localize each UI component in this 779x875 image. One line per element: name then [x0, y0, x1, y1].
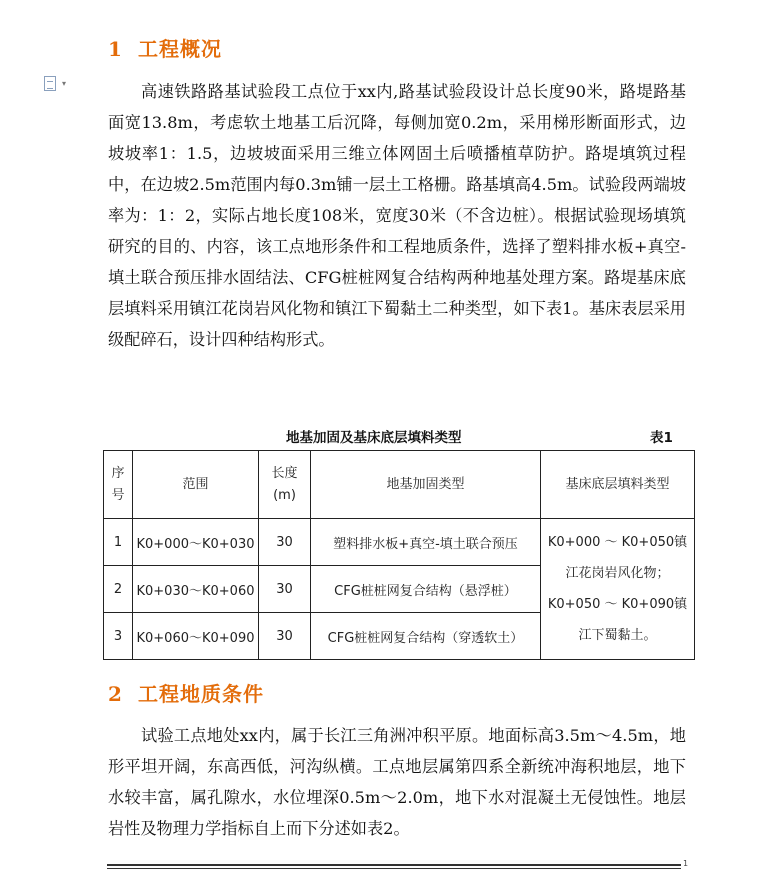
section-1-paragraph: 高速铁路路基试验段工点位于xx内,路基试验段设计总长度90米，路堤路基面宽13.8m，考虑软土地基工后沉降，每侧加宽0.2m，采用梯形断面形式，边坡坡率1：1.5，边坡坡面采用三维立体网固土后喷播植草防护。路堤填筑过程中，在边坡2.5m范围内每0.3m铺一层土工格栅。路基填高4.5m。试验段两端坡率为：1：2，实际占地长度108米，宽度30米（不含边桩）。根据试验现场填筑研究的目的、内容，该工点地形条件和工程地质条件，选择了塑料排水板+真空-填土联合预压排水固结法、CFG桩桩网复合结构两种地基处理方案。路堤基床底层填料采用镇江花岗岩风化物和镇江下蜀黏土二种类型，如下表1。基床表层采用级配碎石，设计四种结构形式。: [108, 82, 686, 349]
row-method: 塑料排水板+真空-填土联合预压: [311, 519, 541, 566]
document-icon[interactable]: [44, 76, 56, 91]
section-2-heading: [108, 678, 264, 707]
header-length: 长度(m): [259, 451, 311, 519]
table-caption: 地基加固及基床底层填料类型: [286, 430, 462, 446]
row-length: 30: [259, 566, 311, 613]
dropdown-caret-icon[interactable]: ▾: [62, 79, 67, 88]
fill-type-cell: K0+000 ～ K0+050镇江花岗岩风化物；K0+050 ～ K0+090镇江下蜀黏土。: [541, 519, 695, 660]
table-number: 表1: [650, 430, 673, 446]
section-2-paragraph: 试验工点地处xx内，属于长江三角洲冲积平原。地面标高3.5m～4.5m，地形平坦开阔，东高西低，河沟纵横。工点地层属第四系全新统冲海积地层，地下水较丰富，属孔隙水，水位埋深0.5m～2.0m，地下水对混凝土无侵蚀性。地层岩性及物理力学指标自上而下分述如表2。: [108, 726, 686, 838]
table-row: [104, 519, 695, 566]
row-length: 30: [259, 519, 311, 566]
row-method: CFG桩桩网复合结构（悬浮桩）: [311, 566, 541, 613]
footer-rule: [107, 864, 681, 869]
row-range: K0+000～K0+030: [133, 519, 259, 566]
section-2-title: 工程地质条件: [138, 682, 264, 706]
section-2-number: 2: [108, 682, 123, 706]
fill-type-table: [103, 450, 695, 660]
header-method: 地基加固类型: [311, 451, 541, 519]
row-index: 1: [104, 519, 133, 566]
header-fill: 基床底层填料类型: [541, 451, 695, 519]
header-index: 序号: [104, 451, 133, 519]
row-index: 2: [104, 566, 133, 613]
table-header-row: [104, 451, 695, 519]
row-index: 3: [104, 613, 133, 660]
row-range: K0+030～K0+060: [133, 566, 259, 613]
row-length: 30: [259, 613, 311, 660]
section-1-heading: [108, 33, 222, 62]
section-1-title: 工程概况: [138, 37, 222, 61]
page-number: 1: [683, 859, 689, 868]
section-1-number: 1: [108, 37, 123, 61]
header-range: 范围: [133, 451, 259, 519]
row-range: K0+060～K0+090: [133, 613, 259, 660]
row-method: CFG桩桩网复合结构（穿透软土）: [311, 613, 541, 660]
